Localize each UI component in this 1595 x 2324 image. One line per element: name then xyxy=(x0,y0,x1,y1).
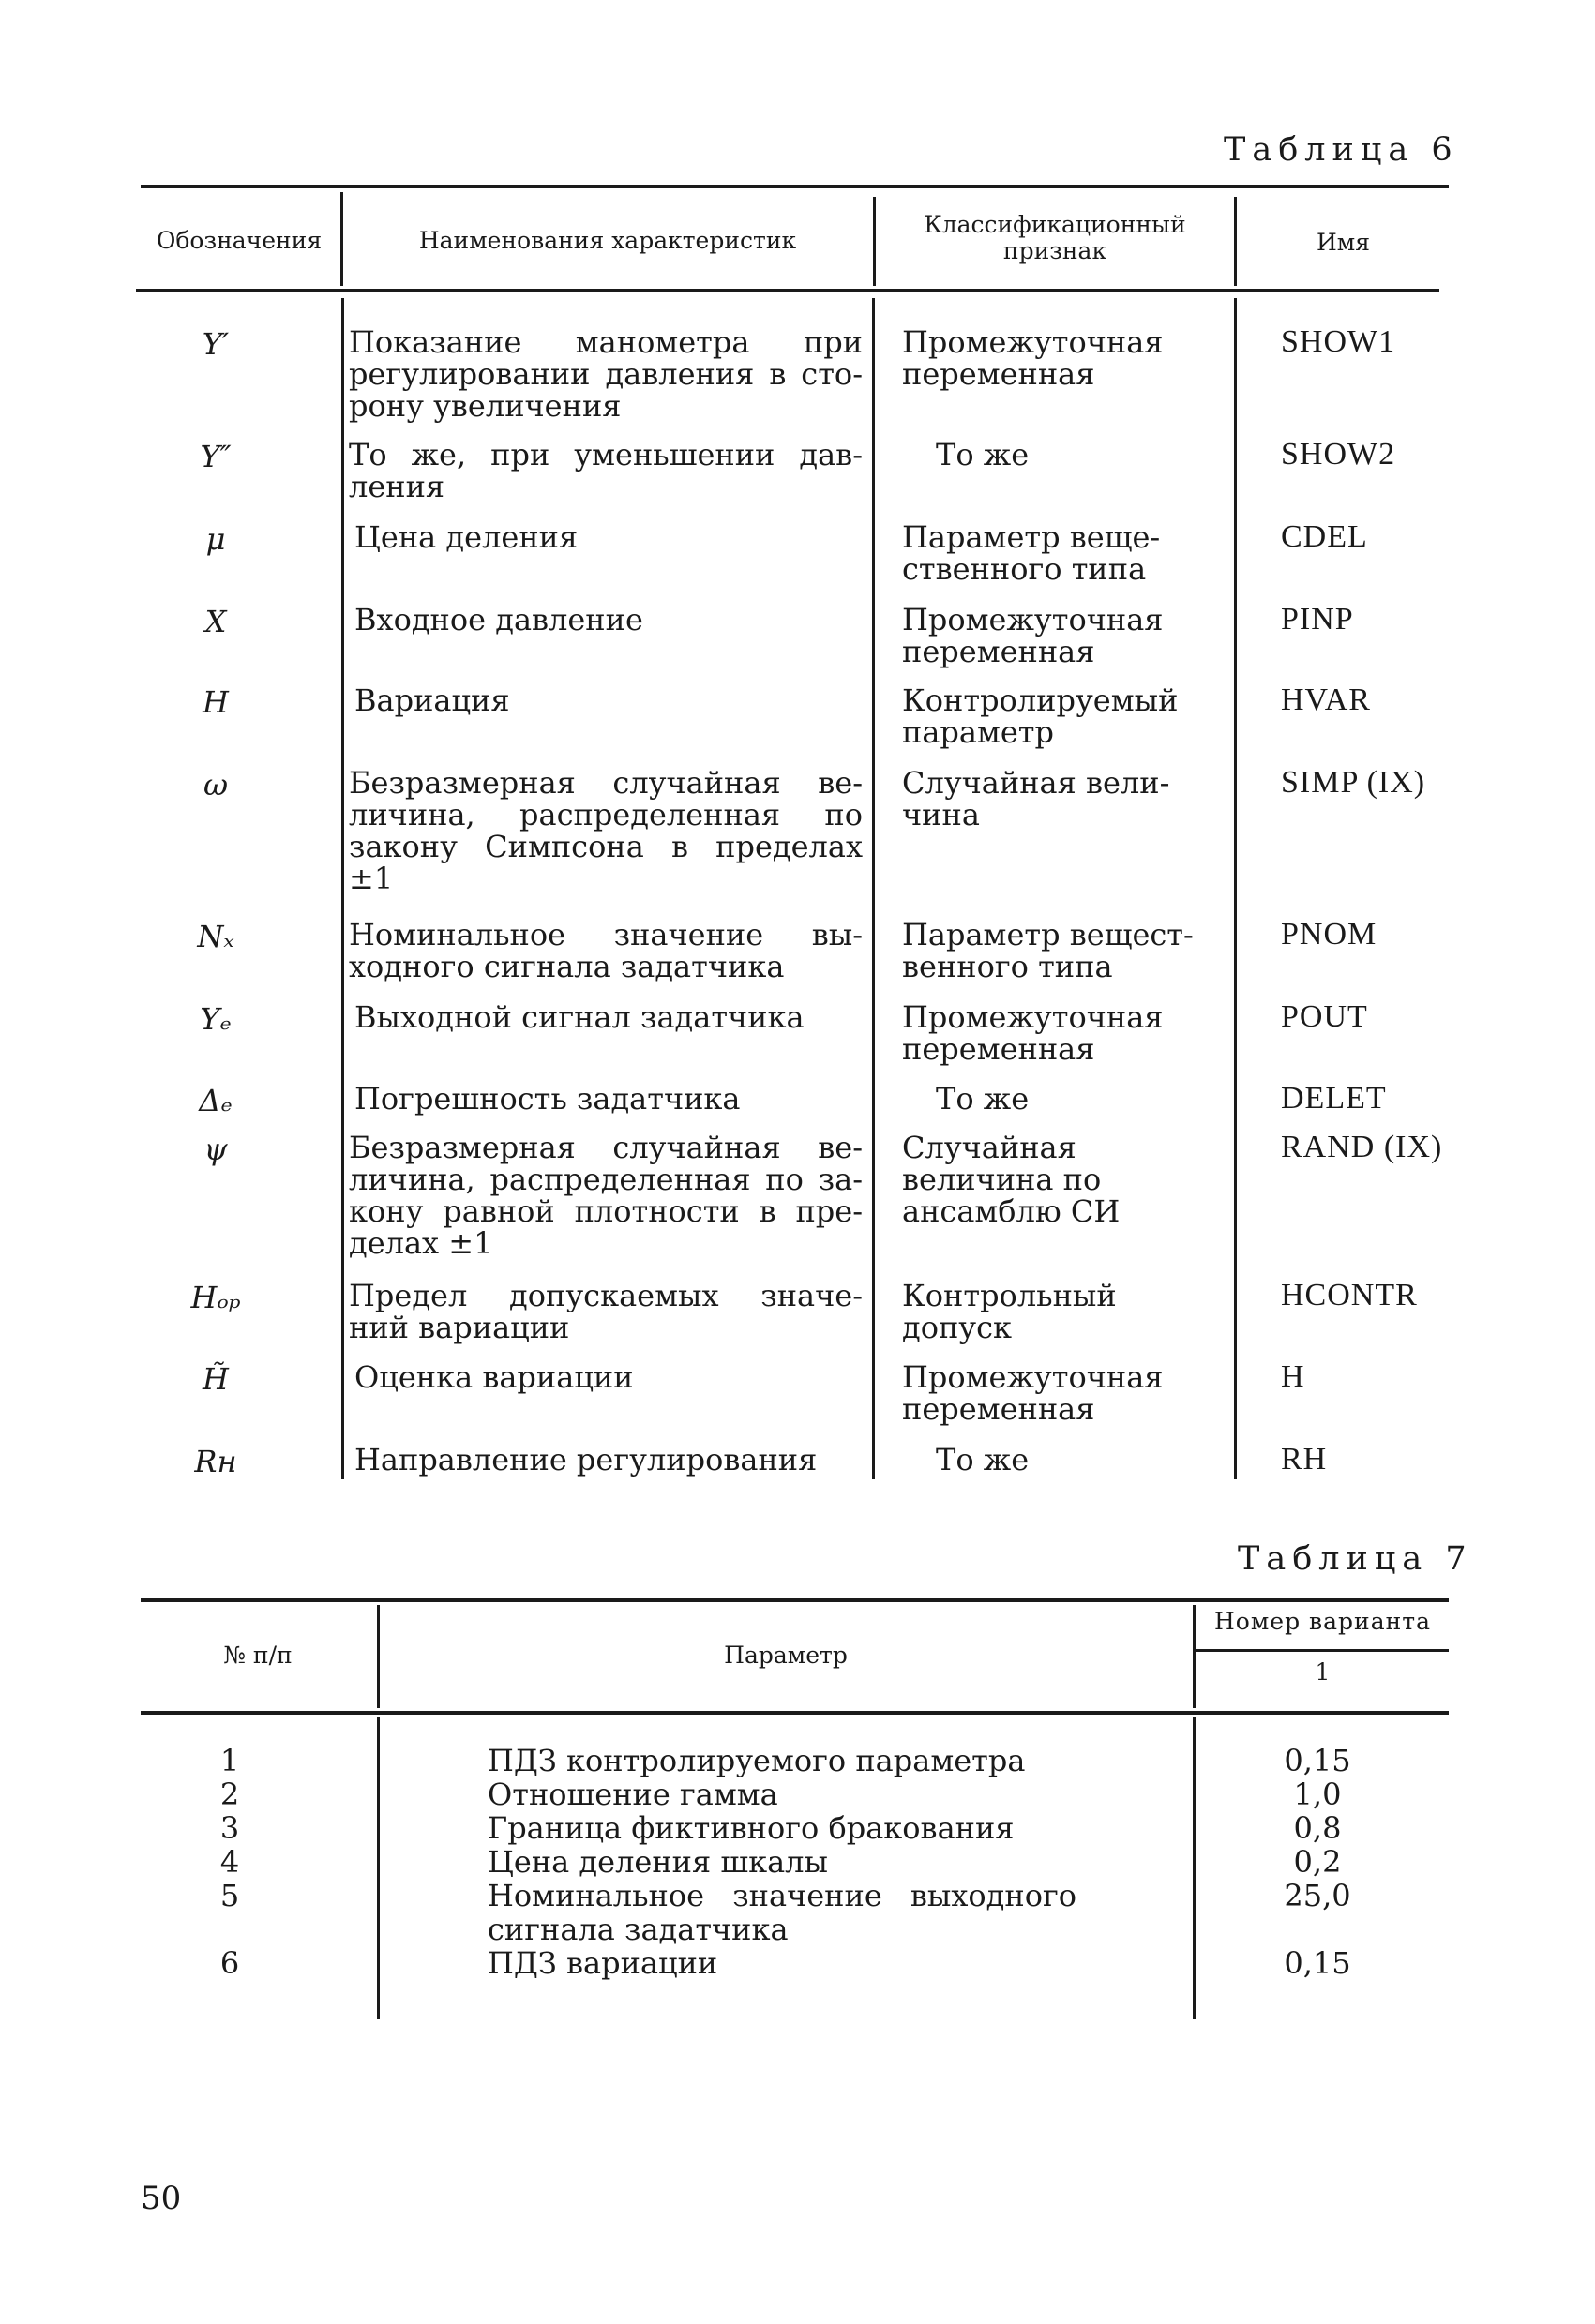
table6-cell-classification-line: венного типа xyxy=(902,949,1113,984)
table7-cell-parameter-line: Граница фиктивного бракования xyxy=(488,1810,1015,1846)
table6-cell-name xyxy=(349,1132,863,1259)
table6-cell-name-line: делах ±1 xyxy=(349,1225,493,1261)
table6-header-classification-line2: признак xyxy=(1002,237,1107,264)
table7-cell-parameter xyxy=(488,1946,1088,1980)
table7-cell-value: 0,2 xyxy=(1293,1844,1342,1880)
table6-cell-classification-line: То же xyxy=(936,1081,1030,1117)
table6-header-divider-1 xyxy=(340,192,343,286)
table7-header-variant-group: Номер варианта xyxy=(1214,1608,1431,1635)
table6-cell-name-line: ний вариации xyxy=(349,1310,570,1345)
table7-cell-value: 0,8 xyxy=(1293,1810,1342,1846)
table6-cell-classification-line: переменная xyxy=(902,356,1095,392)
table6-cell-classification-line: Случайная xyxy=(902,1130,1076,1165)
table6-cell-classification xyxy=(902,919,1221,982)
table6-cell-name-line: Цена деления xyxy=(354,519,579,555)
table6-header-divider-2 xyxy=(873,197,876,286)
table7-cell-number: 4 xyxy=(219,1844,240,1880)
table6-cell-name xyxy=(349,684,863,716)
table6-cell-classification-line: допуск xyxy=(902,1310,1013,1345)
table6-cell-classification xyxy=(902,439,1221,471)
table6-cell-classification xyxy=(902,1001,1221,1065)
table6-cell-symbol: μ xyxy=(205,521,226,557)
table6-cell-identifier: DELET xyxy=(1281,1081,1387,1116)
table7-caption: Таблица 7 xyxy=(1238,1540,1473,1578)
table7-cell-number: 1 xyxy=(219,1743,240,1778)
table6-cell-symbol: H̃ xyxy=(203,1361,229,1397)
table6-cell-name xyxy=(349,1083,863,1115)
table7-cell-parameter xyxy=(488,1744,1088,1777)
table6-cell-name xyxy=(349,1444,863,1476)
table6-cell-name-line: ходного сигнала задатчика xyxy=(349,949,785,984)
table7-header-divider-2 xyxy=(1193,1605,1196,1708)
table6-cell-name-line: личина, распределенная по за- xyxy=(349,1162,863,1197)
table6-cell-classification-line: Параметр вещест- xyxy=(902,917,1194,952)
table7-variant-rule xyxy=(1194,1649,1449,1652)
table7-cell-parameter-line: сигнала задатчика xyxy=(488,1912,789,1947)
table7-cell-number: 2 xyxy=(219,1777,240,1812)
table6-cell-name-line: ления xyxy=(349,469,445,504)
table6-cell-name-line: Погрешность задатчика xyxy=(354,1081,741,1117)
table6-cell-symbol: Y′ xyxy=(202,326,230,362)
table6-cell-name xyxy=(349,1361,863,1393)
table6-cell-identifier: PINP xyxy=(1281,602,1354,637)
table6-cell-name-line: рону увеличения xyxy=(349,388,622,424)
table6-header-symbol: Обозначения xyxy=(156,227,323,254)
table6-cell-identifier: SHOW2 xyxy=(1281,437,1396,472)
table6-cell-symbol: Y″ xyxy=(200,439,232,474)
table7-cell-value: 25,0 xyxy=(1284,1878,1351,1913)
table6-cell-classification-line: Параметр веще- xyxy=(902,519,1161,555)
table6-cell-identifier: RAND (IX) xyxy=(1281,1130,1443,1164)
table6-cell-name-line: Предел допускаемых значе- xyxy=(349,1278,863,1313)
table7-header-parameter: Параметр xyxy=(724,1642,848,1669)
table6-cell-classification-line: Промежуточная xyxy=(902,602,1164,637)
table6-cell-name-line: кону равной плотности в пре- xyxy=(349,1193,863,1229)
table6-cell-identifier: H xyxy=(1281,1359,1305,1394)
table6-cell-name-line: личина, распределенная по xyxy=(349,797,863,832)
table6-header-classification-line1: Классификационный xyxy=(924,211,1186,238)
table6-header-classification xyxy=(878,212,1232,264)
table6-cell-classification-line: Контролируемый xyxy=(902,682,1179,718)
table6-cell-name xyxy=(349,919,863,982)
table6-header-rule xyxy=(136,289,1439,292)
table6-cell-classification xyxy=(902,767,1221,831)
table6-cell-classification xyxy=(902,684,1221,748)
table6-cell-classification xyxy=(902,1280,1221,1343)
table6-cell-name xyxy=(349,439,863,502)
table7-header-number: № п/п xyxy=(223,1642,293,1669)
table6-cell-symbol: Hₒₚ xyxy=(190,1280,241,1315)
table6-cell-name-line: закону Симпсона в пределах xyxy=(349,829,863,864)
table7-cell-parameter xyxy=(488,1845,1088,1879)
table7-cell-number: 3 xyxy=(219,1810,240,1846)
table6-cell-identifier: SHOW1 xyxy=(1281,324,1396,359)
table6-cell-name-line: Оценка вариации xyxy=(354,1359,634,1395)
table6-cell-classification xyxy=(902,604,1221,667)
table6-header-divider-3 xyxy=(1234,197,1237,286)
table6-cell-name-line: ±1 xyxy=(349,861,394,896)
table7-cell-parameter-line: Цена деления шкалы xyxy=(488,1844,828,1880)
table7-cell-number: 6 xyxy=(219,1945,240,1981)
table6-cell-identifier: SIMP (IX) xyxy=(1281,765,1426,800)
table7-header-variant-1: 1 xyxy=(1315,1658,1331,1686)
table6-cell-classification xyxy=(902,326,1221,390)
table6-cell-classification-line: То же xyxy=(936,1442,1030,1477)
table6-body-divider-2 xyxy=(872,298,875,1479)
table6-cell-identifier: PNOM xyxy=(1281,917,1377,952)
table6-body-divider-1 xyxy=(341,298,344,1479)
table7-cell-parameter-line: Номинальное значение выходного xyxy=(488,1878,1076,1913)
table7-cell-parameter-line: Отношение гамма xyxy=(488,1777,778,1812)
table6-cell-name-line: регулировании давления в сто- xyxy=(349,356,863,392)
table6-cell-name xyxy=(349,767,863,894)
table6-cell-classification-line: ансамблю СИ xyxy=(902,1193,1121,1229)
table6-cell-classification-line: величина по xyxy=(902,1162,1102,1197)
table6-cell-name-line: Показание манометра при xyxy=(349,324,863,360)
table6-cell-identifier: HCONTR xyxy=(1281,1278,1418,1312)
table6-cell-classification-line: Случайная вели- xyxy=(902,765,1170,801)
table6-cell-classification xyxy=(902,521,1221,585)
table6-cell-name-line: Вариация xyxy=(354,682,510,718)
table7-cell-number: 5 xyxy=(219,1878,240,1913)
table6-cell-identifier: POUT xyxy=(1281,999,1368,1034)
table6-body-divider-3 xyxy=(1234,298,1237,1479)
table6-cell-classification xyxy=(902,1361,1221,1425)
table6-cell-classification-line: параметр xyxy=(902,714,1054,750)
table6-cell-symbol: X xyxy=(204,604,227,639)
table6-cell-symbol: Δₑ xyxy=(199,1083,233,1118)
table6-cell-name xyxy=(349,1001,863,1033)
table6-cell-name xyxy=(349,1280,863,1343)
table6-cell-name xyxy=(349,326,863,422)
table6-cell-classification-line: чина xyxy=(902,797,980,832)
table7-cell-parameter xyxy=(488,1811,1088,1845)
table6-cell-symbol: H xyxy=(203,684,229,720)
table6-cell-name-line: Выходной сигнал задатчика xyxy=(354,999,805,1035)
table6-cell-symbol: ω xyxy=(203,767,229,802)
table6-cell-classification xyxy=(902,1444,1221,1476)
table6-cell-name-line: Направление регулирования xyxy=(354,1442,818,1477)
table6-cell-name-line: Безразмерная случайная ве- xyxy=(349,1130,863,1165)
table6-cell-symbol: Yₑ xyxy=(200,1001,232,1037)
page-number: 50 xyxy=(141,2180,182,2217)
table6-cell-name-line: То же, при уменьшении дав- xyxy=(349,437,863,472)
table6-cell-identifier: HVAR xyxy=(1281,682,1371,717)
table6-cell-identifier: CDEL xyxy=(1281,519,1368,554)
table7-cell-parameter xyxy=(488,1879,1088,1946)
table6-cell-name-line: Входное давление xyxy=(354,602,643,637)
table7-header-rule xyxy=(141,1711,1449,1715)
table6-cell-name-line: Безразмерная случайная ве- xyxy=(349,765,863,801)
table6-header-name: Наименования характеристик xyxy=(418,227,797,254)
table6-cell-classification xyxy=(902,1132,1221,1227)
table6-cell-symbol: ψ xyxy=(203,1132,228,1167)
table6-cell-classification-line: переменная xyxy=(902,1031,1095,1067)
table6-cell-classification-line: переменная xyxy=(902,1391,1095,1427)
table6-cell-symbol: Nₓ xyxy=(197,919,234,954)
table6-cell-classification-line: ственного типа xyxy=(902,551,1147,587)
table6-caption: Таблица 6 xyxy=(1224,131,1459,169)
table6-cell-symbol: Rн xyxy=(194,1444,237,1479)
table7-cell-value: 0,15 xyxy=(1284,1945,1351,1981)
table7-cell-value: 0,15 xyxy=(1284,1743,1351,1778)
table7-cell-parameter-line: ПДЗ вариации xyxy=(488,1945,718,1981)
table7-body-divider-2 xyxy=(1193,1717,1196,2019)
table6-cell-classification xyxy=(902,1083,1221,1115)
table6-top-rule xyxy=(141,185,1449,188)
table6-cell-classification-line: переменная xyxy=(902,634,1095,669)
table6-cell-name xyxy=(349,521,863,553)
table7-cell-parameter-line: ПДЗ контролируемого параметра xyxy=(488,1743,1026,1778)
table7-body-divider-1 xyxy=(377,1717,380,2019)
table6-cell-classification-line: Промежуточная xyxy=(902,1359,1164,1395)
table6-cell-classification-line: Промежуточная xyxy=(902,999,1164,1035)
table7-header-divider-1 xyxy=(377,1605,380,1708)
table6-cell-identifier: RH xyxy=(1281,1442,1328,1477)
table6-cell-name xyxy=(349,604,863,636)
table6-cell-classification-line: Контрольный xyxy=(902,1278,1117,1313)
table7-cell-parameter xyxy=(488,1777,1088,1811)
table6-header-identifier: Имя xyxy=(1316,229,1371,256)
table7-cell-value: 1,0 xyxy=(1293,1777,1342,1812)
table6-cell-classification-line: Промежуточная xyxy=(902,324,1164,360)
table7-top-rule xyxy=(141,1598,1449,1602)
table6-cell-name-line: Номинальное значение вы- xyxy=(349,917,863,952)
table6-cell-classification-line: То же xyxy=(936,437,1030,472)
